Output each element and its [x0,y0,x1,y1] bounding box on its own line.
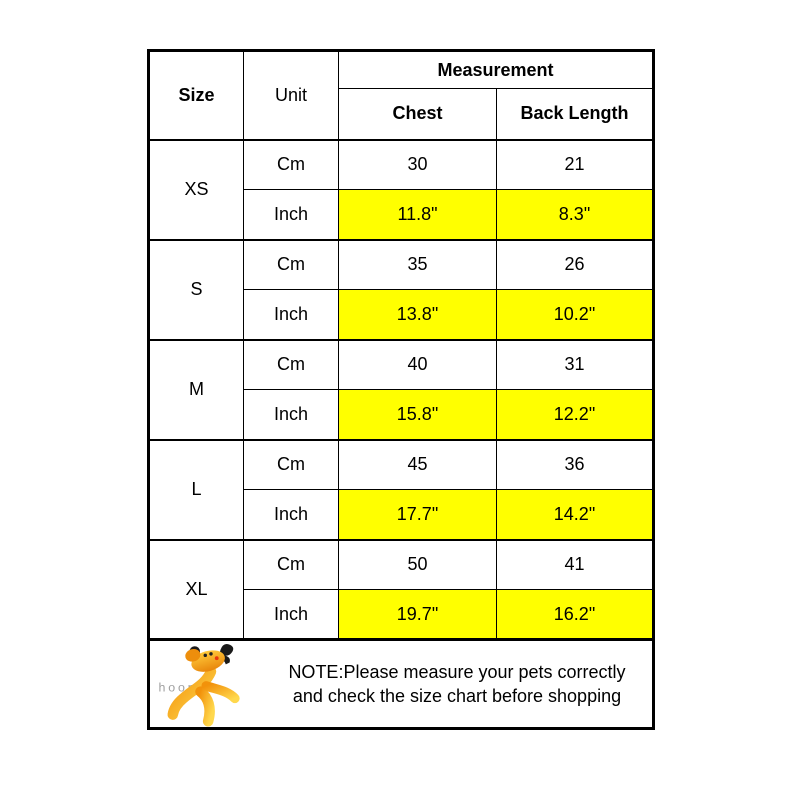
chest-value-inch: 13.8" [339,290,497,340]
table-row-l-cm [149,440,654,490]
note-line-2: and check the size chart before shopping [292,686,622,706]
size-label: S [149,240,244,340]
table-row-m-cm [149,340,654,390]
back-length-value-inch: 16.2" [497,590,654,640]
hoopet-logo [150,641,272,727]
header-back-length: Back Length [497,89,654,140]
chest-value-inch: 11.8" [339,190,497,240]
chest-value-inch: 19.7" [339,590,497,640]
unit-label: Inch [244,490,339,540]
back-length-value-inch: 14.2" [497,490,654,540]
table-row-xs-cm [149,140,654,190]
unit-label: Inch [244,590,339,640]
back-length-value-inch: 8.3" [497,190,654,240]
back-length-value-inch: 10.2" [497,290,654,340]
note-line-1: NOTE:Please measure your pets correctly [288,662,626,682]
size-label: M [149,340,244,440]
unit-label: Cm [244,540,339,590]
unit-label: Cm [244,240,339,290]
chest-value-cm: 50 [339,540,497,590]
chest-value-inch: 15.8" [339,390,497,440]
chest-value-cm: 45 [339,440,497,490]
note-text [272,660,652,708]
unit-label: Cm [244,340,339,390]
chest-value-cm: 40 [339,340,497,390]
size-label: L [149,440,244,540]
unit-label: Cm [244,440,339,490]
back-length-value-cm: 26 [497,240,654,290]
header-chest: Chest [339,89,497,140]
back-length-value-inch: 12.2" [497,390,654,440]
unit-label: Cm [244,140,339,190]
hoopet-dog-icon [155,641,267,727]
chest-value-inch: 17.7" [339,490,497,540]
back-length-value-cm: 31 [497,340,654,390]
hoopet-logo-text: hoopet [158,680,214,695]
size-label: XL [149,540,244,640]
table-header-row-1 [149,51,654,89]
unit-label: Inch [244,190,339,240]
chest-value-cm: 30 [339,140,497,190]
chest-value-cm: 35 [339,240,497,290]
table-row-s-cm [149,240,654,290]
header-unit: Unit [244,51,339,140]
size-chart-table [147,49,655,730]
header-measurement: Measurement [339,51,654,89]
unit-label: Inch [244,290,339,340]
table-row-xl-cm [149,540,654,590]
unit-label: Inch [244,390,339,440]
note-row [149,640,654,729]
size-label: XS [149,140,244,240]
back-length-value-cm: 21 [497,140,654,190]
header-size: Size [149,51,244,140]
back-length-value-cm: 36 [497,440,654,490]
back-length-value-cm: 41 [497,540,654,590]
